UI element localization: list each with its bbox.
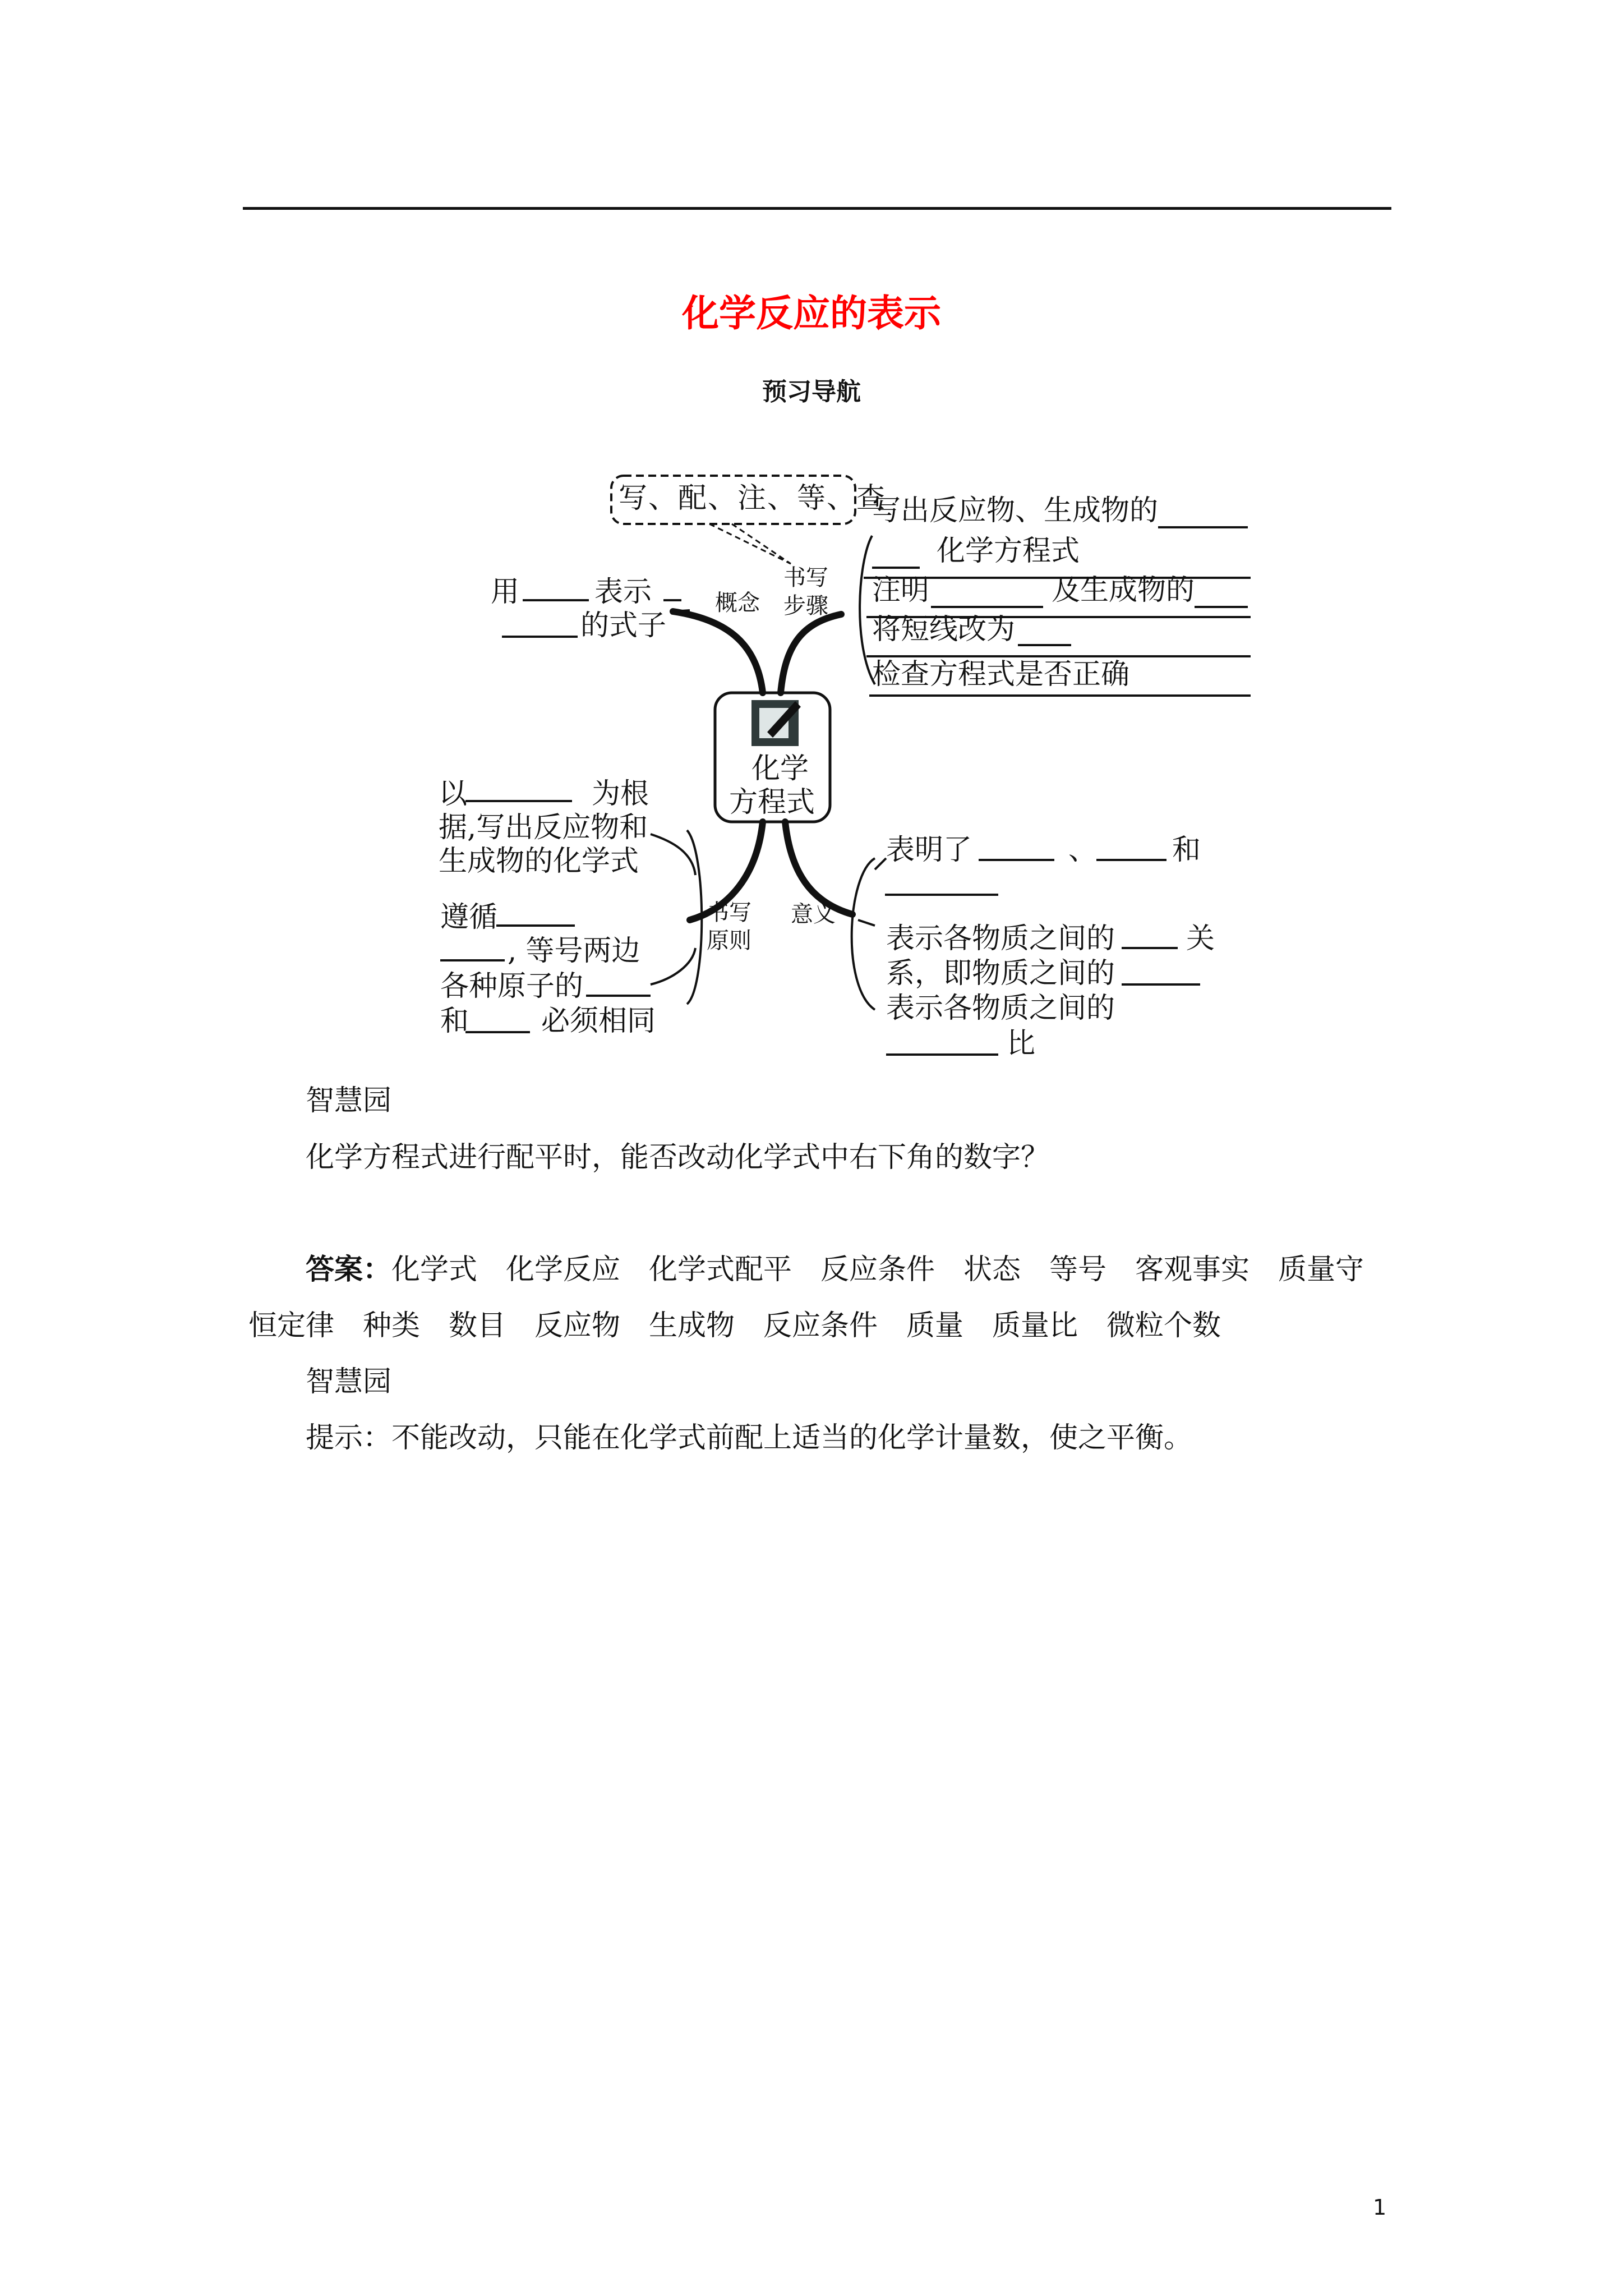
meaning-2-b: 关: [1186, 922, 1215, 955]
wisdom2-heading: 智慧园: [306, 1365, 392, 1398]
branch-label-concept: 概念: [715, 590, 760, 616]
steps-dashed-connector: [709, 524, 791, 564]
wisdom-heading: 智慧园: [306, 1084, 392, 1117]
principle-1-b: 为根: [592, 777, 649, 811]
page-number: 1: [1373, 2195, 1387, 2220]
principle-2-line3: 各种原子的: [440, 970, 584, 1003]
principle-1-line3: 生成物的化学式: [439, 845, 639, 878]
branch-concept: [673, 611, 763, 693]
wisdom-question: 化学方程式进行配平时，能否改动化学式中右下角的数字？: [306, 1141, 1050, 1174]
concept-underline: [673, 610, 690, 611]
principle-1-a: 以: [439, 777, 468, 811]
step-balance: 化学方程式: [937, 535, 1080, 568]
meaning-bracket: [852, 858, 875, 1010]
answers-line2: 恒定律 种类 数目 反应物 生成物 反应条件 质量 质量比 微粒个数: [248, 1309, 1221, 1342]
steps-box-text: 写、配、注、等、查: [619, 482, 887, 515]
answers-label: 答案：: [306, 1253, 392, 1286]
answers-line1-wrap: [306, 1255, 1364, 1284]
branch-label-steps-1: 书写: [783, 565, 828, 591]
principle-1-line2: 据,写出反应物和: [439, 811, 648, 844]
step-check: 检查方程式是否正确: [872, 658, 1130, 691]
answers-line1: 化学式 化学反应 化学式配平 反应条件 状态 等号 客观事实 质量守: [391, 1253, 1364, 1286]
branch-meaning: [785, 822, 852, 914]
step-write: 写出反应物、生成物的: [872, 494, 1159, 527]
principle-2-line2: , 等号两边: [508, 935, 640, 968]
principle-2-line1: 遵循: [440, 901, 498, 934]
meaning-2-line2: 系，即物质之间的: [886, 957, 1115, 990]
branch-steps: [781, 614, 841, 693]
page-title: 化学反应的表示: [682, 291, 941, 335]
meaning-1-b: 、: [1068, 834, 1098, 867]
meaning-2-a: 表示各物质之间的: [886, 922, 1115, 955]
meaning-1-c: 和: [1172, 834, 1201, 867]
branch-label-steps-2: 步骤: [783, 593, 828, 619]
meaning-3-line1: 表示各物质之间的: [886, 992, 1115, 1025]
step-equals: 将短线改为: [872, 613, 1016, 646]
concept-text-b: 表示: [594, 576, 652, 609]
concept-text-c: 的式子: [580, 609, 667, 642]
branch-label-principles-1: 书写: [707, 900, 751, 926]
principle-2-line4-b: 必须相同: [541, 1005, 656, 1038]
branch-label-meaning: 意义: [791, 901, 836, 927]
branch-label-principles-2: 原则: [707, 928, 751, 954]
step-note-b: 及生成物的: [1052, 574, 1195, 607]
center-node-line2: 方程式: [729, 786, 815, 819]
meaning-1-a: 表明了: [886, 834, 972, 867]
meaning-3-line2: 比: [1007, 1027, 1036, 1060]
section-subtitle: 预习导航: [762, 378, 861, 406]
wisdom2-hint: 提示：不能改动，只能在化学式前配上适当的化学计量数，使之平衡。: [306, 1421, 1193, 1455]
center-node-line1: 化学: [751, 752, 809, 785]
concept-text-a: 用: [491, 576, 520, 609]
principle-2-line4-a: 和: [440, 1005, 469, 1038]
step-note-a: 注明: [872, 574, 930, 607]
